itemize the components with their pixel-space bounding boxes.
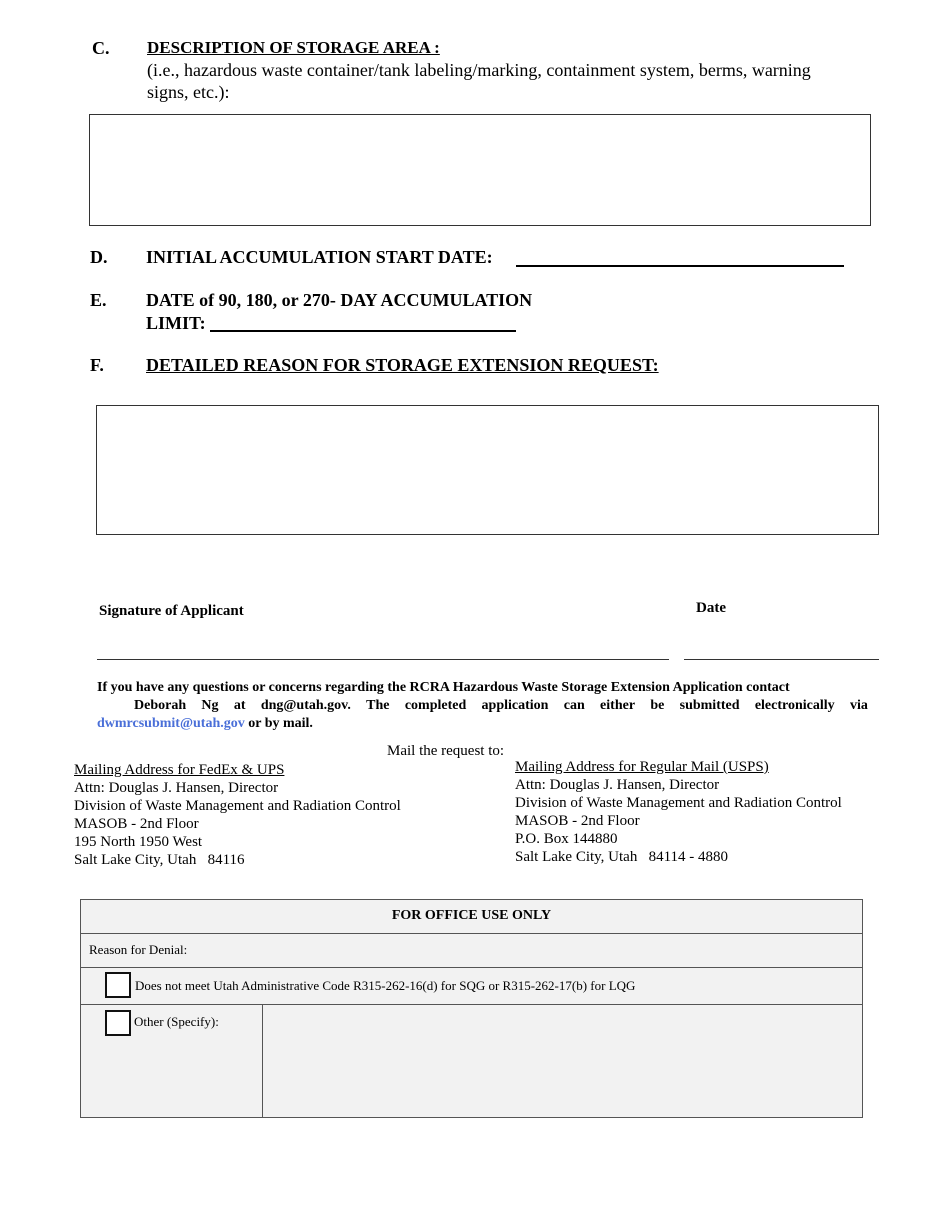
usps-address-title: Mailing Address for Regular Mail (USPS) [515,759,769,775]
contact-word: via [849,698,868,713]
section-c-note-line1: (i.e., hazardous waste container/tank labeling/marking, containment system, berms, warning [147,60,811,80]
other-reason-label: Other (Specify): [134,1014,219,1029]
contact-word: can [563,698,585,713]
section-c-letter: C. [92,38,110,58]
signature-label: Signature of Applicant [99,603,244,619]
usps-address-line: Division of Waste Management and Radiation Control [515,795,842,811]
fedex-address-block [74,761,401,869]
accumulation-start-date-label: INITIAL ACCUMULATION START DATE: [146,247,493,267]
other-reason-checkbox[interactable] [105,1010,131,1036]
fedex-address-title: Mailing Address for FedEx & UPS [74,762,285,778]
signature-line[interactable] [97,659,669,660]
contact-word: electronically [754,698,835,713]
section-f-heading: DETAILED REASON FOR STORAGE EXTENSION REQUEST: [146,355,659,375]
contact-line3-tail: or by mail. [244,716,313,731]
extension-reason-box[interactable] [96,405,879,535]
date-label: Date [696,600,726,616]
mail-intro: Mail the request to: [387,743,505,759]
contact-word: submitted [679,698,740,713]
fedex-address-line: MASOB - 2nd Floor [74,816,199,832]
office-use-divider [81,933,862,934]
usps-address-line: Attn: Douglas J. Hansen, Director [515,777,720,793]
accumulation-start-date-field[interactable] [516,265,844,267]
reason-for-denial-label: Reason for Denial: [89,942,188,957]
contact-paragraph [97,679,868,733]
accumulation-limit-field[interactable] [210,330,516,332]
section-c-heading: DESCRIPTION OF STORAGE AREA : [147,38,440,57]
contact-word: application [481,698,549,713]
fedex-address-line: Salt Lake City, Utah 84116 [74,852,245,868]
office-use-divider [81,967,862,968]
other-reason-specify-field[interactable] [263,1005,862,1117]
contact-word: be [650,698,665,713]
contact-word: The [366,698,390,713]
usps-address-line: MASOB - 2nd Floor [515,813,640,829]
contact-word: at [233,698,246,713]
usps-address-line: P.O. Box 144880 [515,831,618,847]
contact-word: dng@utah.gov. [260,698,351,713]
contact-line2 [97,697,868,715]
office-use-title: FOR OFFICE USE ONLY [391,908,552,923]
submit-email-link[interactable]: dwmrcsubmit@utah.gov [97,716,245,731]
accumulation-limit-label-line2: LIMIT: [146,313,206,333]
office-use-table [80,899,863,1118]
section-e-letter: E. [90,290,107,310]
section-f-letter: F. [90,355,104,375]
section-c-note-line2: signs, etc.): [147,82,230,102]
storage-area-description-box[interactable] [89,114,871,226]
section-d-letter: D. [90,247,108,267]
contact-line1: If you have any questions or concerns regarding the RCRA Hazardous Waste Storage Extension Application contact [97,680,790,695]
fedex-address-line: Attn: Douglas J. Hansen, Director [74,780,279,796]
contact-word: Ng [201,698,219,713]
contact-word: completed [404,698,467,713]
accumulation-limit-label-line1: DATE of 90, 180, or 270- DAY ACCUMULATION [146,290,533,310]
contact-word: either [600,698,636,713]
usps-address-block [515,758,842,866]
fedex-address-line: Division of Waste Management and Radiation Control [74,798,401,814]
contact-word: Deborah [134,698,187,713]
code-violation-checkbox[interactable] [105,972,131,998]
signature-date-line[interactable] [684,659,879,660]
usps-address-line: Salt Lake City, Utah 84114 - 4880 [515,849,729,865]
fedex-address-line: 195 North 1950 West [74,834,203,850]
code-violation-label: Does not meet Utah Administrative Code R315-262-16(d) for SQG or R315-262-17(b) for LQG [135,978,636,993]
